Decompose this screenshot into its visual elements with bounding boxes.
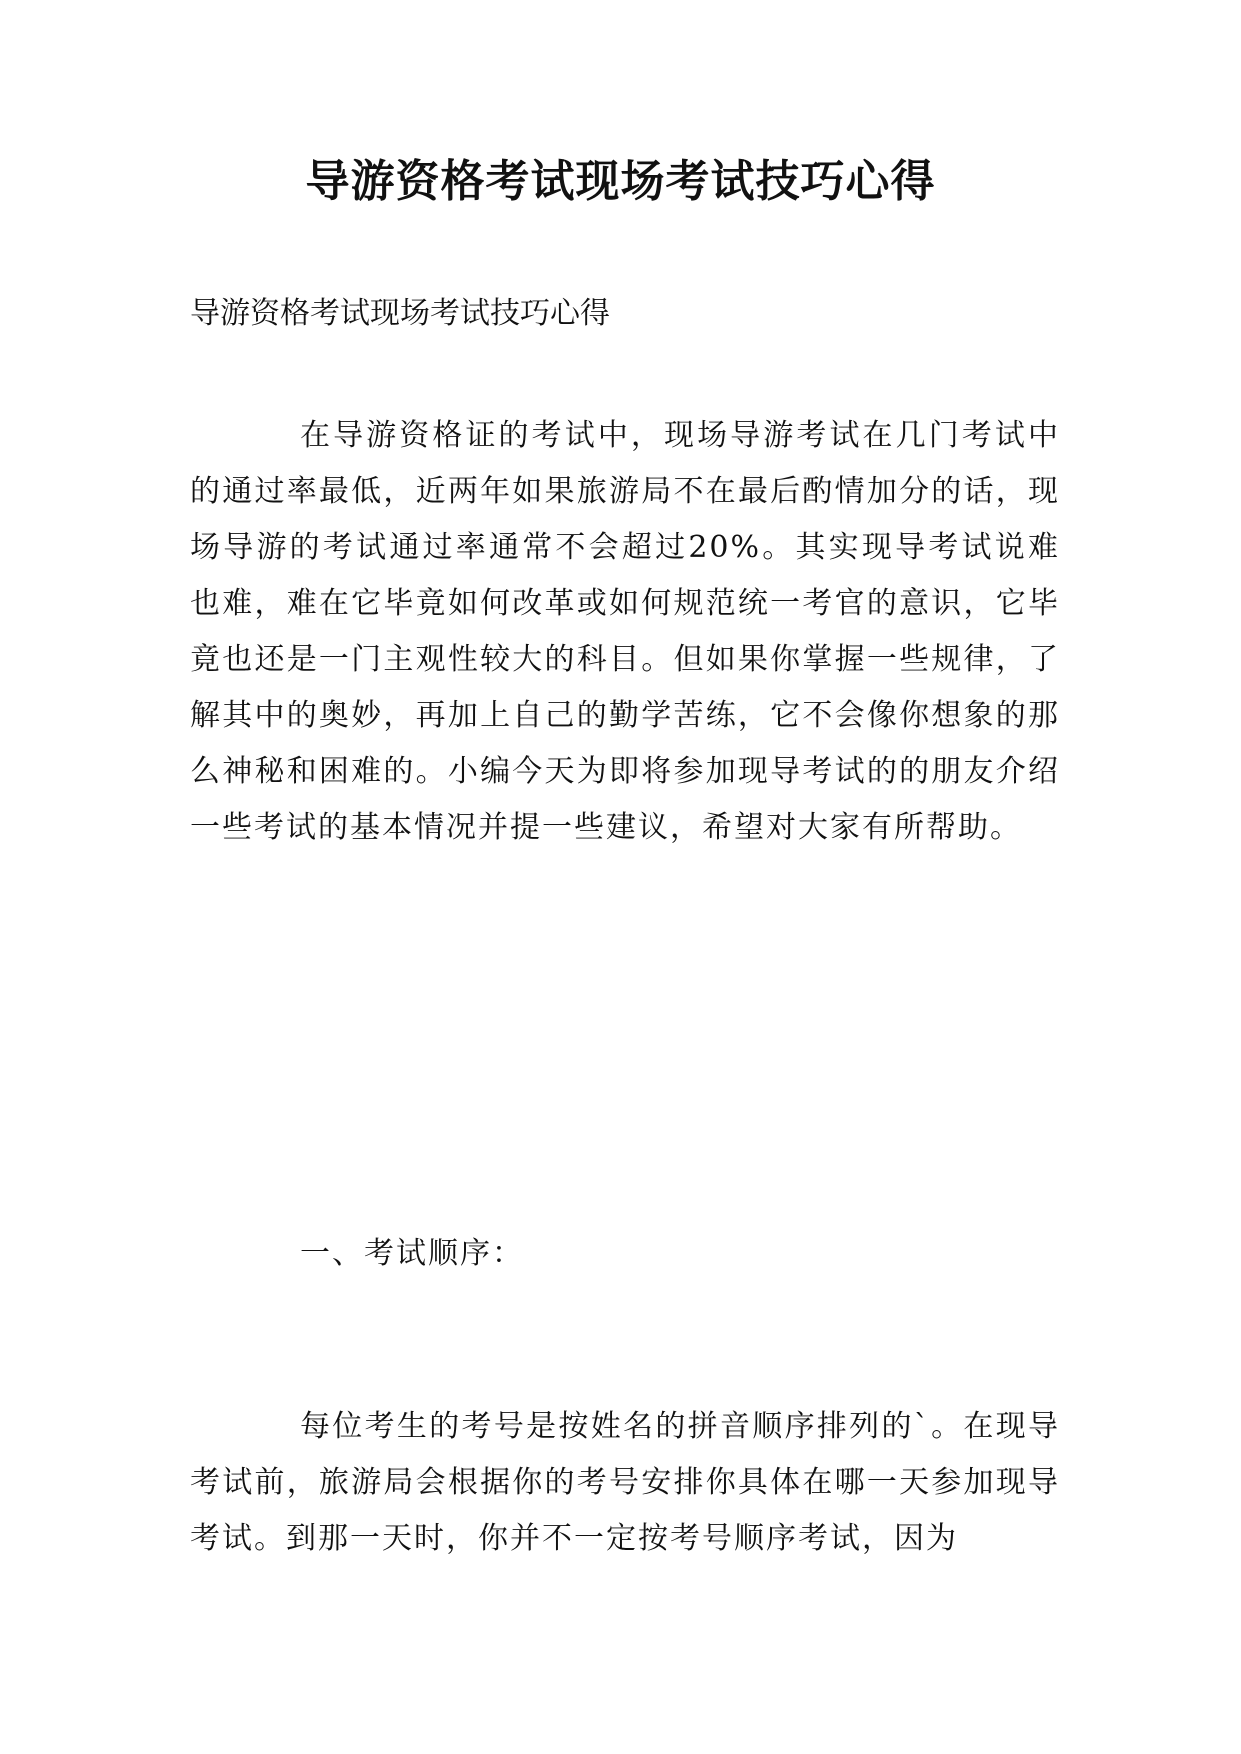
document-subtitle: 导游资格考试现场考试技巧心得 [190, 296, 610, 331]
intro-paragraph: 在导游资格证的考试中，现场导游考试在几门考试中的通过率最低，近两年如果旅游局不在最后酌情加分的话，现场导游的考试通过率通常不会超过20%。其实现导考试说难也难，难在它毕竟如何改革或如何规范统一考官的意识，它毕竟也还是一门主观性较大的科目。但如果你掌握一些规律，了解其中的奥妙，再加上自己的勤学苦练，它不会像你想象的那么神秘和困难的。小编今天为即将参加现导考试的的朋友介绍一些考试的基本情况并提一些建议，希望对大家有所帮助。 [190, 418, 1060, 845]
document-title: 导游资格考试现场考试技巧心得 [305, 156, 936, 207]
exam-order-paragraph: 每位考生的考号是按姓名的拼音顺序排列的`。在现导考试前，旅游局会根据你的考号安排你具体在哪一天参加现导考试。到那一天时，你并不一定按考号顺序考试，因为 [190, 1409, 1060, 1556]
section-heading-exam-order: 一、考试顺序： [300, 1236, 524, 1271]
